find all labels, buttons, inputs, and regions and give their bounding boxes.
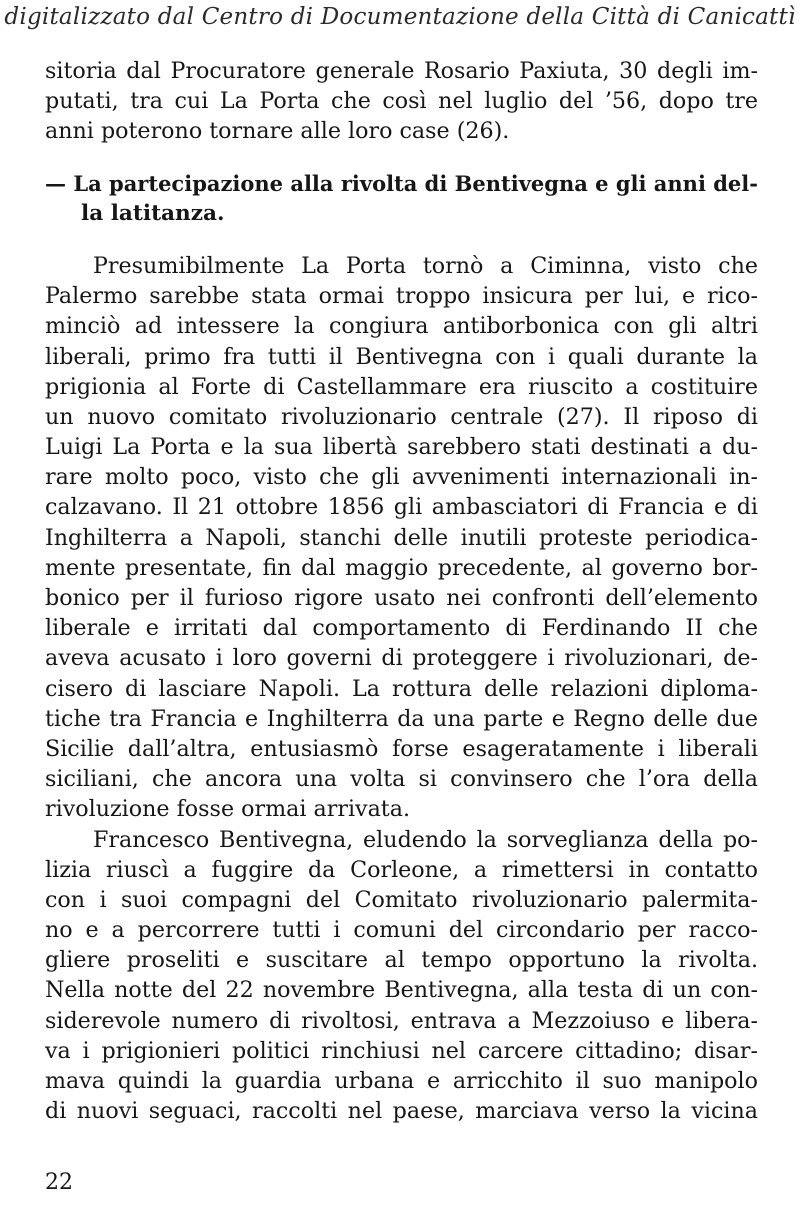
block-spacer (45, 147, 758, 169)
page-body (45, 56, 758, 1126)
text-line: Luigi La Porta e la sua libertà sarebbero stati destinati a du- (45, 434, 758, 461)
text-line: Inghilterra a Napoli, stanchi delle inutili proteste periodica- (45, 524, 758, 551)
text-line: Presumibilmente La Porta tornò a Ciminna, visto che (93, 252, 758, 279)
text-line: aveva acusato i loro governi di proteggere i rivoluzionari, de- (45, 645, 758, 672)
text-line: bonico per il furioso rigore usato nei confronti dell’elemento (45, 585, 758, 611)
text-line: rivoluzione fosse ormai arrivata. (45, 796, 410, 823)
text-line: cisero di lasciare Napoli. La rottura delle relazioni diploma- (45, 675, 758, 702)
text-line: — La partecipazione alla rivolta di Bentivegna e gli anni del- (45, 170, 758, 196)
text-line: Sicilie dall’altra, entusiasmò forse esageratamente i liberali (45, 735, 758, 762)
text-line: di nuovi seguaci, raccolti nel paese, marciava verso la vicina (45, 1098, 758, 1125)
text-line: no e a percorrere tutti i comuni del circondario per racco- (45, 917, 758, 944)
body-paragraph (45, 251, 758, 825)
text-line: putati, tra cui La Porta che così nel luglio del ’56, dopo tre (45, 88, 758, 115)
text-line: minciò ad intessere la congiura antiborbonica con gli altri (45, 313, 758, 340)
section-heading (45, 169, 758, 229)
text-line: anni poterono tornare alle loro case (26). (45, 118, 510, 145)
text-line: un nuovo comitato rivoluzionario centrale (27). Il riposo di (45, 403, 758, 430)
text-line: Nella notte del 22 novembre Bentivegna, alla testa di un con- (45, 977, 758, 1004)
body-paragraph (45, 825, 758, 1127)
text-line: calzavano. Il 21 ottobre 1856 gli ambasciatori di Francia e di (45, 494, 758, 521)
text-line: siciliani, che ancora una volta si convinsero che l’ora della (45, 766, 758, 793)
text-line: prigionia al Forte di Castellammare era riuscito a costituire (45, 373, 758, 400)
text-line: liberale e irritati dal comportamento di Ferdinando II che (45, 615, 758, 642)
digitization-watermark: digitalizzato dal Centro di Documentazione della Città di Canicattì (4, 4, 796, 30)
text-line: mava quindi la guardia urbana e arricchito il suo manipolo (45, 1068, 758, 1094)
text-line: gliere proseliti e suscitare al tempo opportuno la rivolta. (45, 947, 758, 974)
text-line: tiche tra Francia e Inghilterra da una parte e Regno delle due (45, 705, 758, 732)
text-line: rare molto poco, visto che gli avvenimenti internazionali in- (45, 464, 758, 491)
text-line: mente presentate, fin dal maggio precedente, al governo bor- (45, 554, 758, 581)
text-line: la latitanza. (81, 200, 225, 226)
text-line: con i suoi compagni del Comitato rivoluzionario palermita- (45, 886, 758, 913)
text-line: Francesco Bentivegna, eludendo la sorveglianza della po- (93, 826, 758, 853)
text-line: sitoria dal Procuratore generale Rosario Paxiuta, 30 degli im- (45, 58, 758, 84)
text-line: siderevole numero di rivoltosi, entrava a Mezzoiuso e libera- (45, 1007, 758, 1034)
text-line: va i prigionieri politici rinchiusi nel carcere cittadino; disar- (45, 1037, 758, 1064)
text-line: liberali, primo fra tutti il Bentivegna con i quali durante la (45, 343, 758, 370)
page-number: 22 (45, 1170, 73, 1195)
text-line: Palermo sarebbe stata ormai troppo insicura per lui, e rico- (45, 283, 758, 310)
block-spacer (45, 229, 758, 251)
text-line: lizia riuscì a fuggire da Corleone, a rimettersi in contatto (45, 856, 758, 883)
body-paragraph (45, 56, 758, 147)
